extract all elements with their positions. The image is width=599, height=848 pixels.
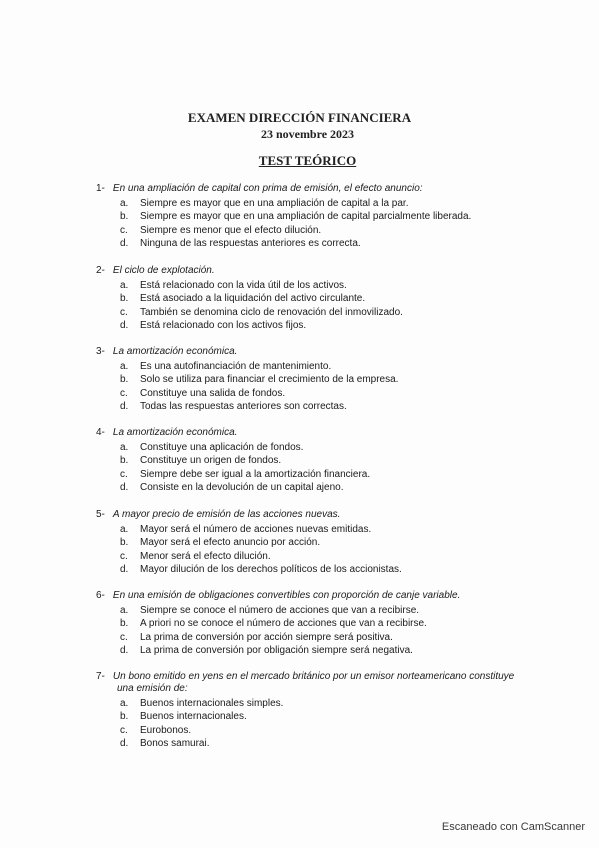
option-text: Consiste en la devolución de un capital ajeno.	[140, 482, 344, 494]
option-letter: c.	[120, 224, 128, 236]
section-heading: TEST TEÓRICO	[258, 153, 357, 168]
question-number: 1-	[96, 183, 105, 194]
option-letter: b.	[120, 711, 129, 723]
answer-option	[120, 468, 576, 481]
answer-option	[120, 441, 576, 454]
answer-option	[120, 224, 576, 237]
option-letter: d.	[120, 401, 129, 413]
question-stem	[96, 265, 576, 277]
question-1	[96, 183, 576, 251]
answer-option	[120, 454, 576, 467]
option-letter: c.	[120, 387, 128, 399]
answer-option	[120, 710, 576, 723]
answer-option	[120, 724, 576, 737]
question-text: La amortización económica.	[112, 427, 238, 438]
option-text: Es una autofinanciación de mantenimiento.	[140, 361, 332, 372]
answer-option	[120, 292, 576, 305]
answer-option	[120, 237, 576, 250]
option-letter: d.	[120, 238, 129, 250]
option-text: Solo se utiliza para financiar el crecimiento de la empresa.	[140, 374, 399, 386]
option-text: También se denomina ciclo de renovación del inmovilizado.	[140, 306, 403, 318]
answer-option	[120, 604, 576, 617]
option-text: Menor será el efecto dilución.	[140, 550, 271, 562]
question-text: A mayor precio de emisión de las acciones nuevas.	[112, 509, 341, 520]
option-letter: b.	[120, 618, 129, 630]
option-text: Mayor será el número de acciones nuevas emitidas.	[140, 524, 372, 535]
option-text: Constituye un origen de fondos.	[140, 455, 282, 467]
question-stem	[96, 183, 576, 195]
answer-option	[120, 737, 576, 750]
question-number: 4-	[96, 427, 105, 438]
question-stem	[96, 590, 576, 602]
option-text: Siempre debe ser igual a la amortización financiera.	[140, 468, 371, 480]
question-6	[96, 590, 576, 658]
option-text: Constituye una aplicación de fondos.	[140, 442, 304, 453]
option-letter: d.	[120, 320, 129, 332]
option-letter: d.	[120, 482, 129, 494]
question-stem	[96, 509, 576, 521]
answer-options	[96, 523, 576, 577]
option-text: Mayor dilución de los derechos políticos de los accionistas.	[140, 564, 402, 576]
question-text: En una emisión de obligaciones convertibles con proporción de canje variable.	[112, 590, 461, 601]
answer-option	[120, 319, 576, 332]
answer-option	[120, 536, 576, 549]
option-text: Eurobonos.	[140, 724, 192, 736]
option-text: Bonos samurai.	[140, 738, 210, 750]
question-2	[96, 265, 576, 333]
answer-option	[120, 563, 576, 576]
question-7	[96, 671, 576, 751]
answer-option	[120, 550, 576, 563]
answer-options	[96, 197, 576, 251]
question-stem	[96, 427, 576, 439]
option-text: Siempre es mayor que en una ampliación de capital parcialmente liberada.	[140, 211, 472, 223]
answer-options	[96, 441, 576, 495]
answer-options	[96, 697, 576, 751]
option-text: A priori no se conoce el número de acciones que van a recibirse.	[140, 618, 427, 630]
option-letter: b.	[120, 211, 129, 223]
answer-option	[120, 631, 576, 644]
option-text: Buenos internacionales.	[140, 711, 247, 723]
option-text: Buenos internacionales simples.	[140, 698, 284, 709]
answer-option	[120, 197, 576, 210]
answer-option	[120, 697, 576, 710]
question-text-continued: una emisión de:	[117, 683, 188, 694]
question-number: 2-	[96, 265, 105, 276]
answer-option	[120, 306, 576, 319]
answer-option	[120, 373, 576, 386]
question-number: 7-	[96, 671, 105, 682]
option-text: Ninguna de las respuestas anteriores es correcta.	[140, 238, 361, 250]
option-letter: d.	[120, 564, 129, 576]
question-stem	[96, 346, 576, 358]
option-letter: c.	[120, 468, 128, 480]
option-letter: a.	[120, 198, 129, 209]
answer-option	[120, 481, 576, 494]
question-number: 6-	[96, 590, 105, 601]
question-text: La amortización económica.	[112, 346, 238, 357]
question-text: Un bono emitido en yens en el mercado británico por un emisor norteamericano constituye	[112, 671, 515, 682]
option-text: Está relacionado con la vida útil de los activos.	[140, 280, 347, 291]
option-text: Está asociado a la liquidación del activo circulante.	[140, 293, 366, 305]
option-text: La prima de conversión por acción siempre será positiva.	[140, 631, 393, 643]
answer-options	[96, 604, 576, 658]
question-4	[96, 427, 576, 495]
question-number: 5-	[96, 509, 105, 520]
answer-option	[120, 387, 576, 400]
question-number: 3-	[96, 346, 105, 357]
exam-date: 23 novembre 2023	[260, 127, 355, 141]
option-text: Está relacionado con los activos fijos.	[140, 320, 307, 332]
question-stem	[96, 671, 576, 695]
option-letter: b.	[120, 537, 129, 549]
option-letter: b.	[120, 374, 129, 386]
option-text: Siempre es mayor que en una ampliación de capital a la par.	[140, 198, 409, 209]
question-3	[96, 346, 576, 414]
option-letter: a.	[120, 361, 129, 372]
option-letter: a.	[120, 442, 129, 453]
option-text: Todas las respuestas anteriores son correctas.	[140, 401, 347, 413]
option-letter: c.	[120, 631, 128, 643]
option-letter: a.	[120, 524, 129, 535]
option-letter: d.	[120, 645, 129, 657]
answer-options	[96, 279, 576, 333]
option-letter: a.	[120, 698, 129, 709]
exam-title: EXAMEN DIRECCIÓN FINANCIERA	[187, 110, 412, 125]
answer-option	[120, 400, 576, 413]
option-text: Siempre se conoce el número de acciones que van a recibirse.	[140, 605, 420, 616]
option-text: Siempre es menor que el efecto dilución.	[140, 224, 322, 236]
option-letter: a.	[120, 605, 129, 616]
option-letter: c.	[120, 550, 128, 562]
answer-options	[96, 360, 576, 414]
question-text: El ciclo de explotación.	[112, 265, 215, 276]
option-text: Mayor será el efecto anuncio por acción.	[140, 537, 321, 549]
answer-option	[120, 279, 576, 292]
answer-option	[120, 617, 576, 630]
option-letter: d.	[120, 738, 129, 750]
option-letter: c.	[120, 306, 128, 318]
answer-option	[120, 644, 576, 657]
scanner-watermark: Escaneado con CamScanner	[441, 821, 585, 833]
option-letter: b.	[120, 455, 129, 467]
option-text: Constituye una salida de fondos.	[140, 387, 286, 399]
option-letter: c.	[120, 724, 128, 736]
answer-option	[120, 360, 576, 373]
question-5	[96, 509, 576, 577]
question-text: En una ampliación de capital con prima de emisión, el efecto anuncio:	[112, 183, 423, 194]
option-text: La prima de conversión por obligación siempre será negativa.	[140, 645, 413, 657]
answer-option	[120, 210, 576, 223]
option-letter: a.	[120, 280, 129, 291]
option-letter: b.	[120, 293, 129, 305]
answer-option	[120, 523, 576, 536]
